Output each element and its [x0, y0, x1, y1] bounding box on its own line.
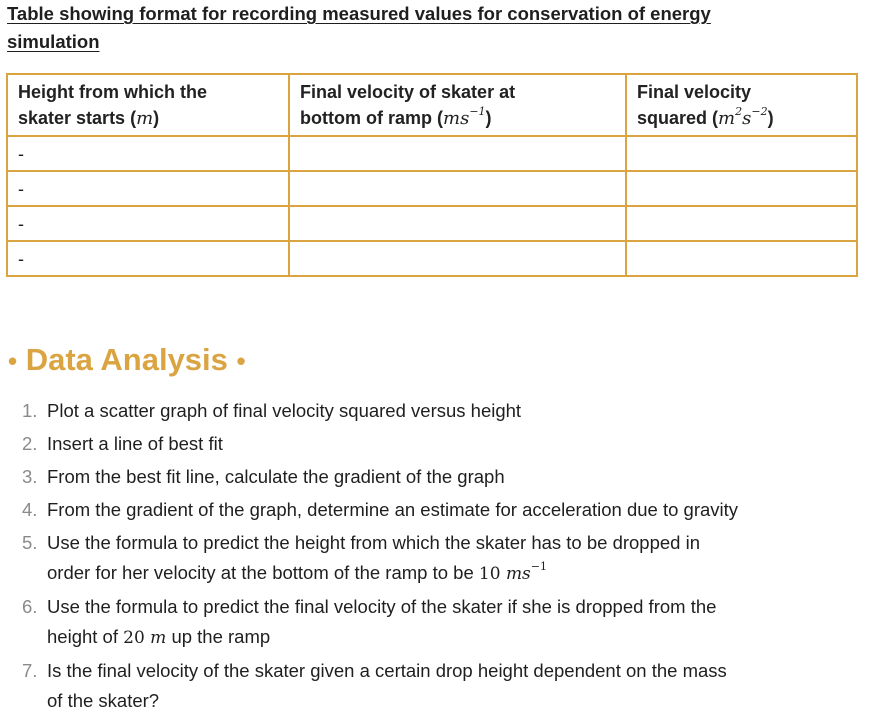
header-velocity-squared: Final velocity squared $(m^2s^{-2})$: [626, 74, 857, 136]
table-row: [7, 241, 857, 276]
list-item: 6. Use the formula to predict the final velocity of the skater if she is dropped from the height of 20 m up the ramp: [22, 596, 717, 648]
velocity-value: 10 $ms^{-1}$: [478, 560, 548, 584]
table-cell: -: [7, 241, 289, 276]
table-cell: [289, 171, 626, 206]
table-cell: -: [7, 206, 289, 241]
table-cell: -: [7, 136, 289, 171]
recording-table: [6, 73, 858, 277]
heading-bullet-left: •: [8, 346, 18, 376]
document-title: [7, 0, 857, 56]
header-velocity-unit: $(ms^{-1})$: [437, 104, 492, 129]
title-line-1: Table showing format for recording measured values for conservation of energy: [7, 3, 711, 24]
heading-text: Data Analysis: [25, 342, 228, 377]
table-cell: -: [7, 171, 289, 206]
list-item: 4. From the gradient of the graph, determine an estimate for acceleration due to gravity: [22, 499, 739, 520]
list-item: 3. From the best fit line, calculate the gradient of the graph: [22, 466, 505, 487]
table-row: [7, 171, 857, 206]
section-heading-data-analysis: [8, 340, 246, 381]
title-line-2: simulation: [7, 31, 100, 52]
heading-bullet-right: •: [236, 346, 246, 376]
table-cell: [289, 206, 626, 241]
header-height-unit: (m): [130, 107, 160, 129]
list-item: 2. Insert a line of best fit: [22, 433, 223, 454]
table-cell: [289, 241, 626, 276]
header-final-velocity: Final velocity of skater at bottom of ramp $(ms^{-1})$: [289, 74, 626, 136]
table-cell: [289, 136, 626, 171]
table-cell: [626, 171, 857, 206]
analysis-steps-list: [18, 396, 863, 719]
header-height: Height from which the skater starts (m): [7, 74, 289, 136]
list-item: 7. Is the final velocity of the skater given a certain drop height dependent on the mass of the skater?: [22, 660, 727, 711]
table-row: [7, 206, 857, 241]
list-item: 1. Plot a scatter graph of final velocity squared versus height: [22, 400, 522, 421]
height-value: 20 m: [123, 628, 167, 648]
table-cell: [626, 241, 857, 276]
table-cell: [626, 136, 857, 171]
table-row: [7, 136, 857, 171]
table-cell: [626, 206, 857, 241]
list-item: 5. Use the formula to predict the height from which the skater has to be dropped in order for her velocity at the bottom of the ramp to be 10 $ms^{-1}$: [22, 532, 701, 584]
table-header-row: [7, 74, 857, 136]
header-velocity-squared-unit: $(m^2s^{-2})$: [712, 104, 774, 129]
